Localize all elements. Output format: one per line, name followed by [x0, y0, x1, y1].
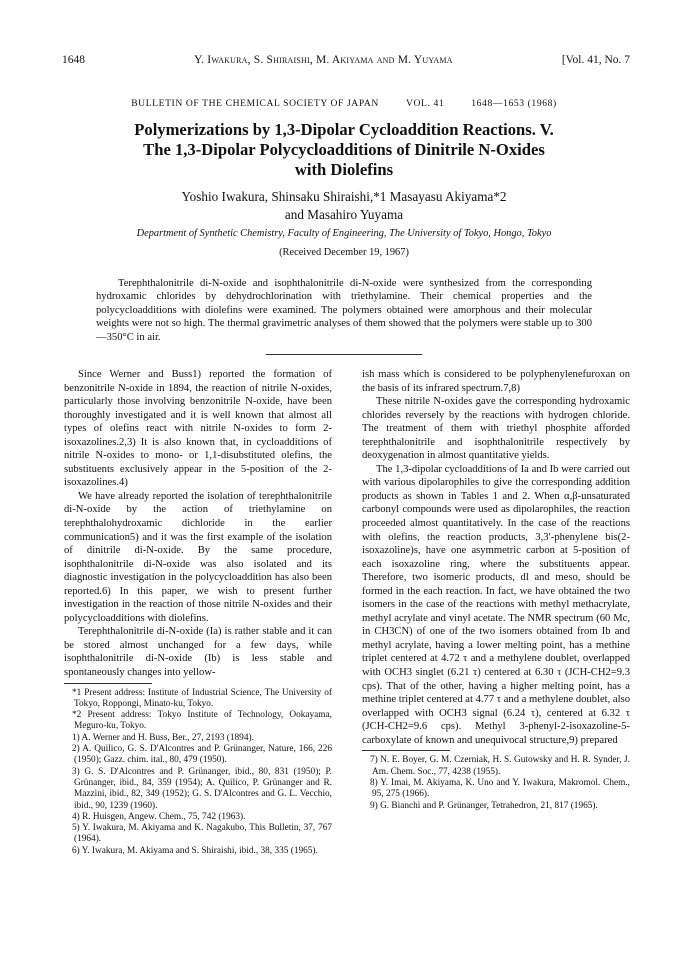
body-paragraph: We have already reported the isolation of terephthalonitrile di-N-oxide by the action of triethylamine on terephthalohydroxamic dichloride in the earlier communication5) and it was the first example of the isolation of dinitrile di-N-oxide. By the same procedure, isophthalonitrile di-N-oxide was also isolated and its diagnostic investigation in the polycycloaddition has also been reported.6) In this paper, we wish to present further investigation in the reaction of those nitrile N-oxides and their polycycloadditions with diolefins. [64, 490, 332, 624]
journal-name: BULLETIN OF THE CHEMICAL SOCIETY OF JAPAN [131, 98, 379, 109]
footnotes [64, 688, 332, 857]
footnote: *2 Present address: Tokyo Institute of Technology, Ookayama, Meguro-ku, Tokyo. [72, 710, 332, 732]
title-line: Polymerizations by 1,3-Dipolar Cycloaddition Reactions. V. [134, 120, 554, 139]
running-header [62, 54, 630, 66]
section-divider [266, 354, 422, 355]
title-line: The 1,3-Dipolar Polycycloadditions of Dinitrile N-Oxides [143, 140, 545, 159]
running-title: Y. Iwakura, S. Shiraishi, M. Akiyama and M. Yuyama [194, 54, 453, 66]
received-date: (Received December 19, 1967) [279, 247, 409, 258]
footnote: 2) A. Quilico, G. S. D'Alcontres and P. Grünanger, Nature, 166, 226 (1950); Gazz. chim. ital., 80, 479 (1950). [72, 744, 332, 766]
footnotes [362, 755, 630, 811]
affiliation: Department of Synthetic Chemistry, Faculty of Engineering, The University of Tokyo, Hongo, Tokyo [136, 228, 552, 239]
volume-info: [Vol. 41, No. 7 [561, 54, 630, 66]
footnote: 7) N. E. Boyer, G. M. Czerniak, H. S. Gutowsky and H. R. Synder, J. Am. Chem. Soc., 77, 4238 (1955). [370, 755, 630, 777]
footnote: 8) Y. Imai, M. Akiyama, K. Uno and Y. Iwakura, Makromol. Chem., 95, 275 (1966). [370, 777, 630, 800]
journal-pages: 1648—1653 (1968) [471, 98, 557, 109]
footnote: 4) R. Huisgen, Angew. Chem., 75, 742 (1963). [72, 811, 246, 822]
body-paragraph: These nitrile N-oxides gave the corresponding hydroxamic chlorides reversely by the reactions with hydrogen chloride. The treatment of them with triethyl phosphite afforded terephthalonitrile and isophthalonitrile respectively by deoxygenation in almost quantitative yields. [362, 396, 630, 462]
page-number: 1648 [62, 54, 85, 66]
author-list [60, 188, 628, 224]
authors-line: and Masahiro Yuyama [284, 207, 404, 222]
body-paragraph: The 1,3-dipolar cycloadditions of Ia and Ib were carried out with various dipolarophiles to give the corresponding addition products as shown in Tables 1 and 2. When α,β-unsaturated carbonyl compounds were used as dipolarophiles, the reaction proceeded almost quantitatively. In the case of the reactions with olefins, the reaction products, 3,3′-phenylene bis(2-isoxazoline)s, have one asymmetric carbon at 5-position of each isoxazoline ring, where the substituents appear. Therefore, two isomeric products, dl and meso, should be formed in the each reaction. In fact, we have obtained the two isomers in the case of the reactions with methyl methacrylate, methyl acrylate and vinyl acetate. The NMR spectrum (60 Mc, in CH3CN) of one of the two isomers obtained from Ib and methyl acrylate, having a lower melting point, has a methine triplet centered at 4.72 τ and a methylene doublet, overlapped with OCH3 singlet (6.21 τ) centered at 6.30 τ (JCH-CH2=9.3 cps). That of the other, having a higher melting point, has a methine triplet centered at 4.77 τ and a methylene doublet, also overlapped with OCH3 signal (6.24 τ), centered at 6.32 τ (JCH-CH2=9.6 cps). Methyl 3-phenyl-2-isoxazoline-5-carboxylate of known and unequivocal structure,9) prepared [362, 463, 630, 746]
footnote: 9) G. Bianchi and P. Grünanger, Tetrahedron, 21, 817 (1965). [370, 800, 598, 811]
body-paragraph: Terephthalonitrile di-N-oxide (Ia) is rather stable and it can be stored almost unchanged for a few days, while isophthalonitrile di-N-oxide (Ib) is less stable and spontaneously changes into yellow- [64, 626, 332, 679]
left-column [64, 368, 332, 857]
footnote: 1) A. Werner and H. Buss, Ber., 27, 2193 (1894). [72, 732, 254, 743]
footnote: 5) Y. Iwakura, M. Akiyama and K. Nagakubo, This Bulletin, 37, 767 (1964). [72, 823, 332, 845]
journal-citation [0, 98, 688, 109]
footnote: *1 Present address: Institute of Industrial Science, The University of Tokyo, Roppongi, Minato-ku, Tokyo. [72, 687, 332, 709]
journal-volume: VOL. 41 [405, 98, 445, 109]
title-line: with Diolefins [294, 160, 394, 179]
footnote: 6) Y. Iwakura, M. Akiyama and S. Shiraishi, ibid., 38, 335 (1965). [72, 845, 318, 856]
authors-line: Yoshio Iwakura, Shinsaku Shiraishi,*1 Masayasu Akiyama*2 [181, 189, 507, 204]
footnote: 3) G. S. D'Alcontres and P. Grünanger, ibid., 80, 831 (1950); P. Grünanger, ibid., 84, 359 (1954); A. Quilico, P. Grünanger and R. Mazzini, ibid., 82, 349 (1952); G. S. D'Alcontres and G. L. Vecchio, ibid., 90, 1239 (1960). [72, 766, 332, 811]
footnote-divider [64, 683, 152, 684]
abstract: Terephthalonitrile di-N-oxide and isophthalonitrile di-N-oxide were synthesized from the corresponding hydroxamic chlorides by dehydrochlorination with triethylamine. Their chemical properties and the polycycloadditions with diolefins were examined. The polymers obtained were amorphous and their molecular weights were not so high. The thermal gravimetric analyses of them showed that the polymers were stable up to 300—350°C in air. [96, 277, 592, 343]
article-title [60, 120, 628, 180]
footnote-divider [362, 750, 450, 751]
right-column [362, 368, 630, 812]
body-paragraph: Since Werner and Buss1) reported the formation of benzonitrile N-oxide in 1894, the reaction of nitrile N-oxides, particularly those involving benzonitrile N-oxide, have been thoroughly investigated and it is well known that almost all types of olefins react with nitrile N-oxides to form 2-isoxazolines.2,3) It is also known that, in cycloadditions of nitrile N-oxides to mono- or 1,1-disubstituted olefins, the substituents exclusively appear in the 5-position of the 2-isoxazolines.4) [64, 369, 332, 489]
body-paragraph: ish mass which is considered to be polyphenylenefuroxan on the basis of its infrared spectrum.7,8) [362, 369, 630, 394]
